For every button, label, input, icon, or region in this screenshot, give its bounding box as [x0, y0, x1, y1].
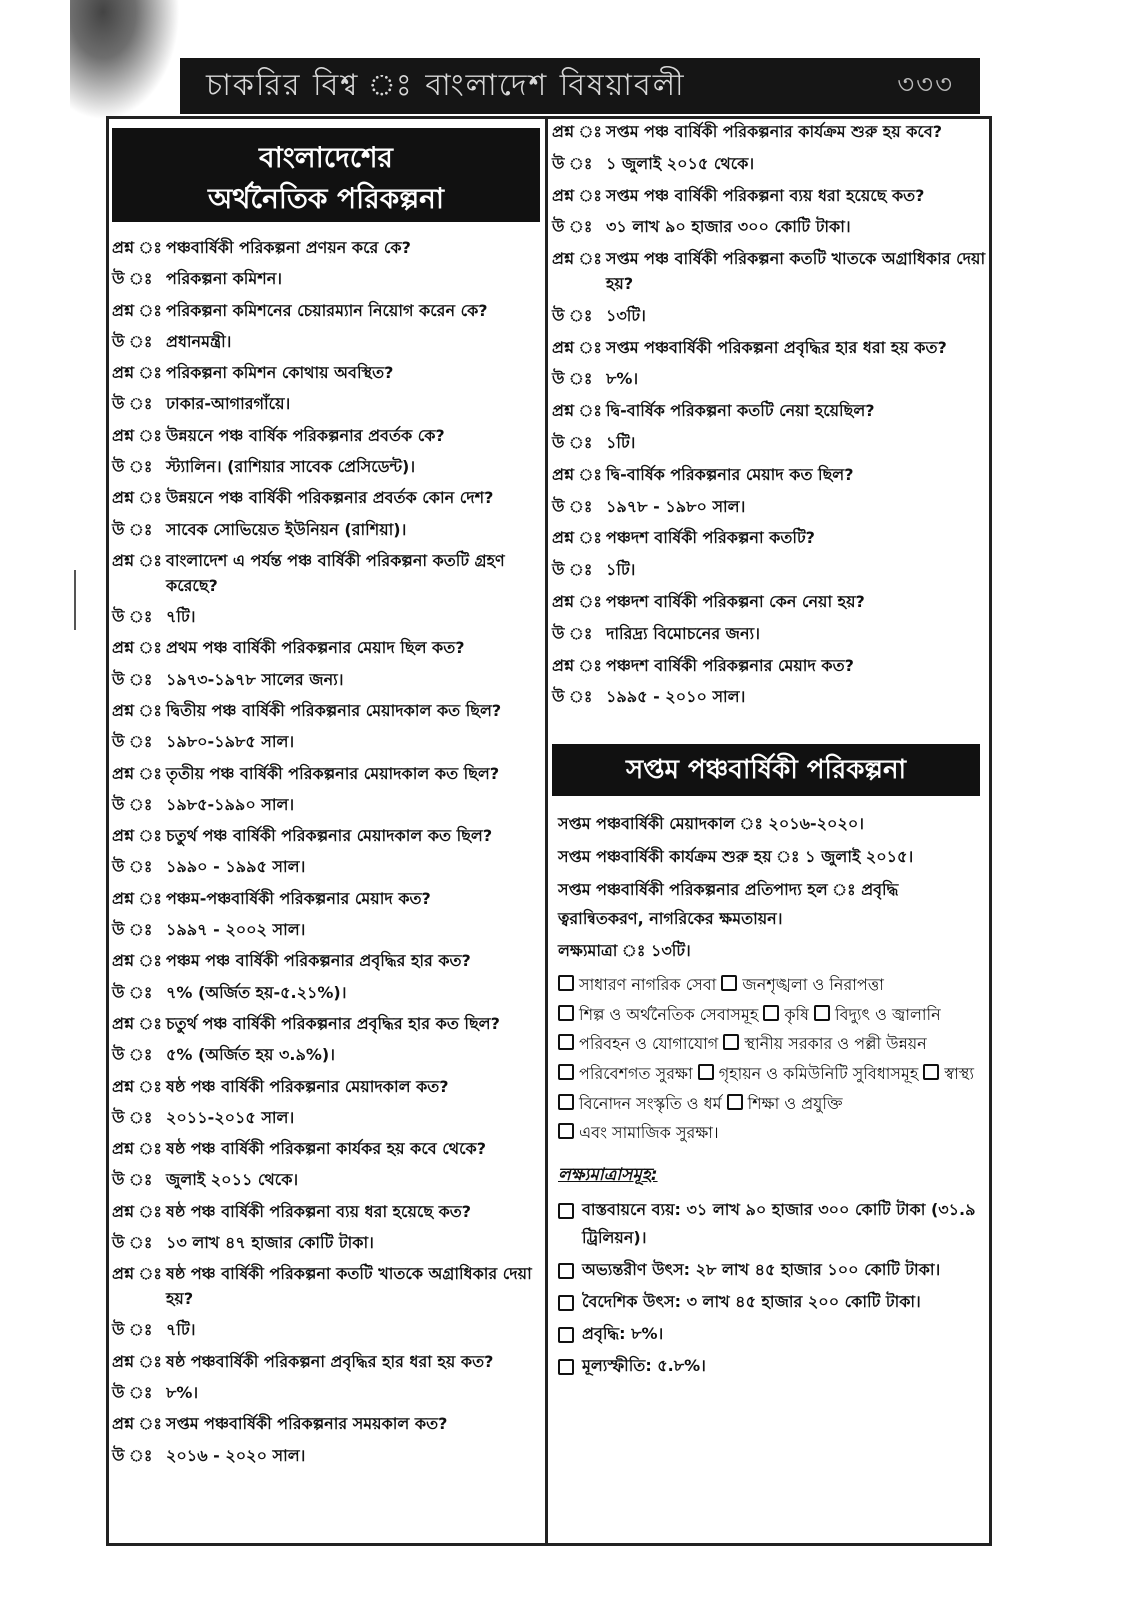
answer-text: ৮%। — [606, 369, 639, 389]
answer-tag: উ ঃ — [112, 457, 153, 477]
answer-text: স্ট্যালিন। (রাশিয়ার সাবেক প্রেসিডেন্ট)। — [166, 457, 416, 477]
sector-item — [721, 975, 883, 994]
answer-tag: উ ঃ — [552, 153, 593, 173]
checkbox-icon — [558, 1064, 574, 1080]
question-tag: প্রশ্ন ঃ — [112, 763, 162, 783]
target-item — [558, 1256, 978, 1284]
question-tag: প্রশ্ন ঃ — [112, 826, 162, 846]
answer-tag: উ ঃ — [552, 369, 593, 389]
answer-row — [112, 455, 540, 480]
answer-text: ৮%। — [166, 1382, 199, 1402]
answer-row — [112, 1381, 540, 1406]
sector-item — [727, 1094, 843, 1113]
question-text: পঞ্চবার্ষিকী পরিকল্পনা প্রণয়ন করে কে? — [166, 238, 411, 257]
checkbox-icon — [923, 1064, 939, 1080]
question-tag: প্রশ্ন ঃ — [552, 655, 602, 675]
question-text: পঞ্চদশ বার্ষিকী পরিকল্পনা কতটি? — [606, 528, 815, 548]
answer-tag: উ ঃ — [112, 794, 153, 814]
question-tag: প্রশ্ন ঃ — [552, 591, 602, 611]
question-tag: প্রশ্ন ঃ — [552, 401, 602, 421]
checkbox-icon — [558, 1327, 574, 1343]
column-divider — [545, 118, 548, 1544]
answer-row — [552, 215, 986, 240]
sector-label: কৃষি — [784, 1004, 809, 1024]
answer-tag: উ ঃ — [112, 1233, 153, 1252]
checkbox-icon — [558, 1263, 574, 1279]
sector-item — [558, 1094, 722, 1113]
sector-label: শিক্ষা ও প্রযুক্তি — [747, 1093, 843, 1113]
question-row — [112, 1262, 540, 1312]
question-tag: প্রশ্ন ঃ — [552, 185, 602, 205]
answer-text: ১৯৯৫ - ২০১০ সাল। — [606, 687, 746, 707]
sector-item — [558, 1034, 718, 1053]
answer-text: ৩১ লাখ ৯০ হাজার ৩০০ কোটি টাকা। — [606, 217, 851, 237]
targets-heading: লক্ষ্যমাত্রাসমূহ: — [558, 1164, 658, 1185]
page-corner-shadow — [70, 0, 180, 120]
targets-list — [552, 1196, 986, 1380]
question-tag: প্রশ্ন ঃ — [552, 528, 602, 548]
question-tag: প্রশ্ন ঃ — [112, 1013, 162, 1033]
target-item — [558, 1288, 978, 1316]
answer-tag: উ ঃ — [112, 1107, 153, 1127]
question-row — [112, 299, 540, 324]
answer-text: ১৯৭৩-১৯৭৮ সালের জন্য। — [166, 669, 344, 689]
checkbox-icon — [558, 1094, 574, 1110]
answer-tag: উ ঃ — [112, 1045, 153, 1065]
question-tag: প্রশ্ন ঃ — [112, 1076, 162, 1096]
question-text: ষষ্ঠ পঞ্চ বার্ষিকী পরিকল্পনা কতটি খাতকে অগ্রাধিকার দেয়া হয়? — [166, 1264, 532, 1309]
margin-mark — [74, 570, 76, 630]
question-text: পঞ্চদশ বার্ষিকী পরিকল্পনার মেয়াদ কত? — [606, 655, 854, 675]
target-text: প্রবৃদ্ধি: ৮%। — [582, 1323, 664, 1343]
answer-tag: উ ঃ — [112, 394, 153, 414]
sector-label: এবং সামাজিক সুরক্ষা। — [579, 1123, 719, 1143]
question-row — [112, 424, 540, 449]
question-text: পঞ্চম-পঞ্চবার্ষিকী পরিকল্পনার মেয়াদ কত? — [166, 888, 431, 908]
summary-paragraph: সপ্তম পঞ্চবার্ষিকী পরিকল্পনার প্রতিপাদ্য হল ঃ প্রবৃদ্ধি ত্বরান্বিতকরণ, নাগরিকের ক্ষমতায়ন। — [558, 879, 899, 928]
answer-text: জুলাই ২০১১ থেকে। — [166, 1170, 299, 1190]
answer-text: ১৯৭৮ - ১৯৮০ সাল। — [606, 496, 746, 516]
answer-row — [552, 558, 986, 583]
question-text: ষষ্ঠ পঞ্চ বার্ষিকী পরিকল্পনা কার্যকর হয় কবে থেকে? — [166, 1139, 487, 1159]
answer-text: ১৩ লাখ ৪৭ হাজার কোটি টাকা। — [166, 1233, 374, 1252]
question-row — [112, 361, 540, 386]
checkbox-icon — [723, 1034, 739, 1050]
answer-tag: উ ঃ — [112, 519, 153, 539]
target-text: বৈদেশিক উৎস: ৩ লাখ ৪৫ হাজার ২০০ কোটি টাকা। — [582, 1291, 921, 1311]
answer-tag: উ ঃ — [112, 982, 153, 1002]
answer-row — [552, 304, 986, 329]
question-tag: প্রশ্ন ঃ — [112, 1414, 162, 1434]
answer-text: ১টি। — [606, 560, 636, 580]
answer-tag: উ ঃ — [552, 305, 593, 325]
left-column — [112, 120, 540, 1475]
answer-row — [112, 392, 540, 417]
question-text: ষষ্ঠ পঞ্চবার্ষিকী পরিকল্পনা প্রবৃদ্ধির হার ধরা হয় কত? — [166, 1351, 494, 1371]
question-row — [552, 463, 986, 488]
answer-row — [112, 668, 540, 693]
question-text: ষষ্ঠ পঞ্চ বার্ষিকী পরিকল্পনার মেয়াদকাল কত? — [166, 1076, 449, 1096]
answer-text: ১৯৯৭ - ২০০২ সাল। — [166, 920, 306, 940]
question-tag: প্রশ্ন ঃ — [112, 1264, 162, 1284]
answer-tag: উ ঃ — [112, 331, 153, 351]
sector-label: বিনোদন সংস্কৃতি ও ধর্ম — [579, 1093, 722, 1113]
answer-text: ১ জুলাই ২০১৫ থেকে। — [606, 153, 755, 173]
answer-text: ১টি। — [606, 432, 636, 452]
answer-text: ১৯৯০ - ১৯৯৫ সাল। — [166, 857, 306, 877]
summary-paragraph: লক্ষ্যমাত্রা ঃ ১৩টি। — [558, 941, 691, 961]
sector-item — [558, 1064, 693, 1083]
target-text: মূল্যস্ফীতি: ৫.৮%। — [582, 1355, 706, 1375]
question-row — [552, 590, 986, 615]
question-tag: প্রশ্ন ঃ — [112, 488, 162, 508]
question-row — [552, 247, 986, 297]
question-tag: প্রশ্ন ঃ — [112, 300, 162, 320]
question-row — [112, 824, 540, 849]
answer-tag: উ ঃ — [112, 1170, 153, 1190]
question-tag: প্রশ্ন ঃ — [112, 363, 162, 383]
answer-row — [112, 1318, 540, 1343]
header-title: চাকরির বিশ্ব ঃ বাংলাদেশ বিষয়াবলী — [206, 67, 686, 103]
answer-tag: উ ঃ — [112, 669, 153, 689]
target-item — [558, 1320, 978, 1348]
answer-tag: উ ঃ — [112, 607, 153, 627]
answer-text: ৫% (অর্জিত হয় ৩.৯%)। — [166, 1045, 335, 1065]
question-text: বাংলাদেশ এ পর্যন্ত পঞ্চ বার্ষিকী পরিকল্পনা কতটি গ্রহণ করেছে? — [166, 550, 505, 595]
question-row — [112, 486, 540, 511]
answer-row — [112, 267, 540, 292]
qa-list-right — [552, 120, 986, 710]
question-row — [112, 236, 540, 261]
question-text: সপ্তম পঞ্চবার্ষিকী পরিকল্পনার সময়কাল কত? — [166, 1414, 448, 1434]
answer-row — [112, 1168, 540, 1193]
question-row — [112, 1012, 540, 1037]
checkbox-icon — [763, 1005, 779, 1021]
answer-tag: উ ঃ — [112, 732, 153, 752]
title-line-2: অর্থনৈতিক পরিকল্পনা — [207, 181, 445, 215]
question-row — [112, 1137, 540, 1162]
question-tag: প্রশ্ন ঃ — [112, 425, 162, 445]
answer-text: দারিদ্র্য বিমোচনের জন্য। — [606, 623, 760, 643]
answer-tag: উ ঃ — [112, 857, 153, 877]
question-text: চতুর্থ পঞ্চ বার্ষিকী পরিকল্পনার মেয়াদকাল কত ছিল? — [166, 826, 493, 846]
answer-text: ৭টি। — [166, 607, 196, 627]
answer-tag: উ ঃ — [112, 269, 153, 289]
target-text: অভ্যন্তরীণ উৎস: ২৮ লাখ ৪৫ হাজার ১০০ কোটি টাকা। — [582, 1259, 941, 1279]
page-number: ৩৩৩ — [897, 70, 954, 100]
question-tag: প্রশ্ন ঃ — [552, 122, 602, 141]
answer-text: প্রধানমন্ত্রী। — [166, 331, 232, 351]
plan-summary — [552, 810, 986, 966]
answer-row — [552, 685, 986, 710]
question-text: উন্নয়নে পঞ্চ বার্ষিকী পরিকল্পনার প্রবর্তক কোন দেশ? — [166, 488, 494, 508]
question-text: উন্নয়নে পঞ্চ বার্ষিক পরিকল্পনার প্রবর্তক কে? — [166, 425, 445, 445]
sector-label: পরিবহন ও যোগাযোগ — [579, 1034, 719, 1054]
question-row — [112, 887, 540, 912]
sector-label: সাধারণ নাগরিক সেবা — [579, 975, 717, 995]
question-row — [112, 949, 540, 974]
answer-tag: উ ঃ — [552, 496, 593, 516]
checkbox-icon — [721, 975, 737, 991]
checkbox-icon — [727, 1094, 743, 1110]
answer-row — [112, 730, 540, 755]
sector-list — [558, 970, 978, 1148]
target-text: বাস্তবায়নে ব্যয়: ৩১ লাখ ৯০ হাজার ৩০০ কোটি টাকা (৩১.৯ ট্রিলিয়ন)। — [582, 1199, 976, 1247]
question-row — [112, 1350, 540, 1375]
running-header — [180, 58, 980, 114]
answer-row — [112, 605, 540, 630]
answer-tag: উ ঃ — [552, 623, 593, 643]
checkbox-icon — [558, 975, 574, 991]
question-row — [112, 636, 540, 661]
sector-label: স্থানীয় সরকার ও পল্লী উন্নয়ন — [744, 1034, 927, 1054]
question-tag: প্রশ্ন ঃ — [112, 638, 162, 658]
summary-paragraph: সপ্তম পঞ্চবার্ষিকী মেয়াদকাল ঃ ২০১৬-২০২০। — [558, 814, 864, 834]
answer-tag: উ ঃ — [552, 560, 593, 580]
answer-tag: উ ঃ — [552, 217, 593, 237]
question-text: প্রথম পঞ্চ বার্ষিকী পরিকল্পনার মেয়াদ ছিল কত? — [166, 638, 465, 658]
question-row — [552, 399, 986, 424]
target-item — [558, 1196, 978, 1252]
sector-item — [723, 1034, 926, 1053]
sector-item — [698, 1064, 919, 1083]
question-tag: প্রশ্ন ঃ — [112, 951, 162, 971]
answer-row — [552, 152, 986, 177]
answer-tag: উ ঃ — [112, 1382, 153, 1402]
answer-text: ১৯৮০-১৯৮৫ সাল। — [166, 732, 295, 752]
answer-row — [112, 1444, 540, 1469]
question-row — [112, 1075, 540, 1100]
question-text: দ্বি-বার্ষিক পরিকল্পনার মেয়াদ কত ছিল? — [606, 464, 854, 484]
answer-text: ২০১১-২০১৫ সাল। — [166, 1107, 295, 1127]
sector-item — [763, 1005, 809, 1024]
question-row — [552, 526, 986, 551]
question-text: সপ্তম পঞ্চ বার্ষিকী পরিকল্পনার কার্যক্রম শুরু হয় কবে? — [606, 122, 943, 141]
question-text: চতুর্থ পঞ্চ বার্ষিকী পরিকল্পনার প্রবৃদ্ধির হার কত ছিল? — [166, 1013, 500, 1033]
answer-row — [552, 495, 986, 520]
question-text: দ্বিতীয় পঞ্চ বার্ষিকী পরিকল্পনার মেয়াদকাল কত ছিল? — [166, 700, 502, 720]
answer-row — [112, 518, 540, 543]
question-text: তৃতীয় পঞ্চ বার্ষিকী পরিকল্পনার মেয়াদকাল কত ছিল? — [166, 763, 500, 783]
answer-text: ২০১৬ - ২০২০ সাল। — [166, 1445, 306, 1465]
answer-text: ৭টি। — [166, 1320, 196, 1340]
sector-label: স্বাস্থ্য — [944, 1063, 974, 1083]
section-title-seventh-plan: সপ্তম পঞ্চবার্ষিকী পরিকল্পনা — [552, 744, 980, 796]
answer-text: পরিকল্পনা কমিশন। — [166, 269, 283, 289]
answer-text: ৭% (অর্জিত হয়-৫.২১%)। — [166, 982, 347, 1002]
question-row — [552, 184, 986, 209]
answer-row — [112, 1231, 540, 1256]
question-tag: প্রশ্ন ঃ — [112, 238, 162, 257]
question-tag: প্রশ্ন ঃ — [112, 700, 162, 720]
question-text: পঞ্চদশ বার্ষিকী পরিকল্পনা কেন নেয়া হয়? — [606, 591, 865, 611]
title-line-1: বাংলাদেশের — [259, 141, 393, 174]
answer-row — [112, 981, 540, 1006]
sector-label: পরিবেশগত সুরক্ষা — [579, 1063, 693, 1083]
checkbox-icon — [558, 1295, 574, 1311]
question-row — [112, 1412, 540, 1437]
sector-item — [558, 1123, 719, 1142]
answer-tag: উ ঃ — [112, 1445, 153, 1465]
sector-label: গৃহায়ন ও কমিউনিটি সুবিধাসমূহ — [718, 1063, 919, 1083]
question-text: সপ্তম পঞ্চ বার্ষিকী পরিকল্পনা কতটি খাতকে অগ্রাধিকার দেয়া হয়? — [606, 249, 986, 293]
checkbox-icon — [558, 1123, 574, 1139]
answer-tag: উ ঃ — [552, 687, 593, 707]
question-tag: প্রশ্ন ঃ — [552, 249, 602, 269]
question-text: ষষ্ঠ পঞ্চ বার্ষিকী পরিকল্পনা ব্যয় ধরা হয়েছে কত? — [166, 1201, 472, 1221]
question-text: সপ্তম পঞ্চবার্ষিকী পরিকল্পনা প্রবৃদ্ধির হার ধরা হয় কত? — [606, 337, 947, 357]
question-tag: প্রশ্ন ঃ — [112, 888, 162, 908]
checkbox-icon — [558, 1359, 574, 1375]
answer-row — [552, 431, 986, 456]
question-tag: প্রশ্ন ঃ — [112, 550, 162, 570]
question-row — [552, 336, 986, 361]
sector-label: শিল্প ও অর্থনৈতিক সেবাসমূহ — [579, 1004, 759, 1024]
answer-row — [112, 1106, 540, 1131]
question-row — [112, 1200, 540, 1225]
answer-row — [112, 330, 540, 355]
section-title-economic-planning — [112, 128, 540, 222]
question-text: সপ্তম পঞ্চ বার্ষিকী পরিকল্পনা ব্যয় ধরা হয়েছে কত? — [606, 185, 925, 205]
qa-list-left — [112, 236, 540, 1468]
answer-text: ঢাকার-আগারগাঁয়ে। — [166, 394, 291, 414]
question-text: পরিকল্পনা কমিশন কোথায় অবস্থিত? — [166, 363, 394, 383]
answer-text: সাবেক সোভিয়েত ইউনিয়ন (রাশিয়া)। — [166, 519, 407, 539]
answer-row — [112, 793, 540, 818]
answer-text: ১৯৮৫-১৯৯০ সাল। — [166, 794, 295, 814]
checkbox-icon — [698, 1064, 714, 1080]
sector-label: জনশৃঙ্খলা ও নিরাপত্তা — [742, 975, 884, 995]
sector-item — [558, 975, 716, 994]
question-text: পরিকল্পনা কমিশনের চেয়ারম্যান নিয়োগ করেন কে? — [166, 300, 488, 320]
question-tag: প্রশ্ন ঃ — [112, 1351, 162, 1371]
answer-tag: উ ঃ — [112, 920, 153, 940]
question-text: পঞ্চম পঞ্চ বার্ষিকী পরিকল্পনার প্রবৃদ্ধির হার কত? — [166, 951, 471, 971]
target-item — [558, 1352, 978, 1380]
answer-row — [112, 855, 540, 880]
answer-row — [112, 918, 540, 943]
question-row — [112, 762, 540, 787]
question-tag: প্রশ্ন ঃ — [552, 464, 602, 484]
sector-item — [558, 1005, 758, 1024]
answer-row — [112, 1043, 540, 1068]
answer-row — [552, 367, 986, 392]
checkbox-icon — [558, 1034, 574, 1050]
checkbox-icon — [558, 1005, 574, 1021]
answer-text: ১৩টি। — [606, 305, 646, 325]
question-tag: প্রশ্ন ঃ — [112, 1139, 162, 1159]
question-text: দ্বি-বার্ষিক পরিকল্পনা কতটি নেয়া হয়েছিল? — [606, 401, 875, 421]
question-row — [112, 699, 540, 724]
question-row — [552, 120, 986, 145]
answer-tag: উ ঃ — [552, 432, 593, 452]
sector-item — [814, 1005, 941, 1024]
question-row — [552, 654, 986, 679]
sector-label: বিদ্যুৎ ও জ্বালানি — [835, 1004, 941, 1024]
checkbox-icon — [814, 1005, 830, 1021]
answer-tag: উ ঃ — [112, 1320, 153, 1340]
summary-paragraph: সপ্তম পঞ্চবার্ষিকী কার্যক্রম শুরু হয় ঃ ১ জুলাই ২০১৫। — [558, 846, 914, 866]
question-tag: প্রশ্ন ঃ — [552, 337, 602, 357]
sector-item — [923, 1064, 974, 1083]
answer-row — [552, 622, 986, 647]
checkbox-icon — [558, 1203, 574, 1219]
right-column — [552, 120, 986, 1384]
question-row — [112, 549, 540, 599]
question-tag: প্রশ্ন ঃ — [112, 1201, 162, 1221]
